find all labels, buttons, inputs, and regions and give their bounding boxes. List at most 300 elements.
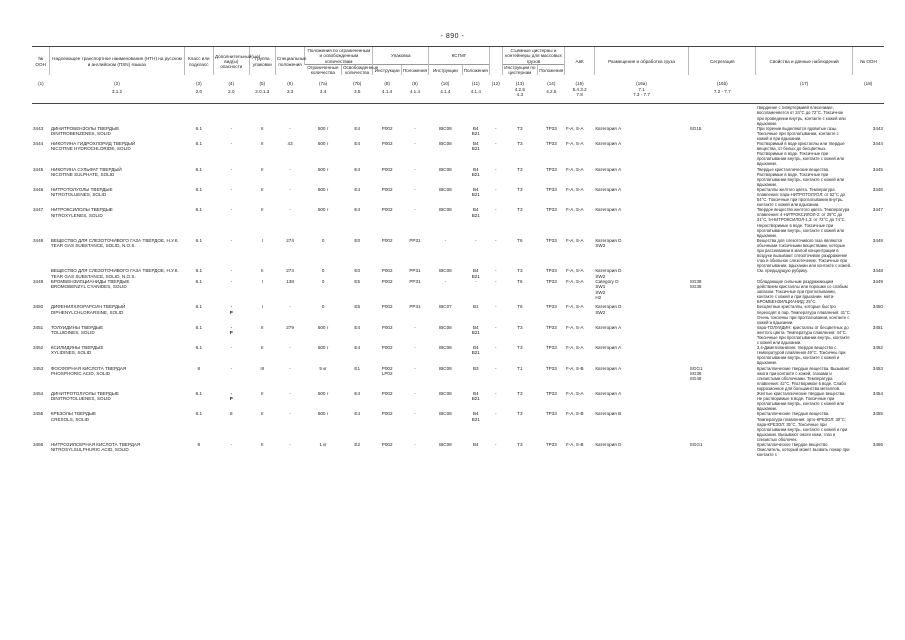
ems-code: F-A, S-A [565,268,584,274]
packing-provision: - [414,125,416,131]
ibc-instruction: IBC08 [438,268,452,274]
column-12: - [494,141,497,147]
column-number: (2) [114,81,120,87]
un-number: 3451 [33,324,44,330]
column-reference: 3.3 [275,87,304,104]
tank-provision: TP33 [545,278,557,284]
table-row [32,167,884,187]
reference-row [32,87,884,104]
header-ems: АвК [565,47,594,76]
class: 6.1 [195,186,202,192]
tank-instruction: T3 [517,186,523,192]
packing-group: I [261,237,263,243]
table-row [32,126,884,141]
un-number-right: 3443 [872,125,883,131]
column-12: - [494,345,497,351]
tank-instruction: T3 [517,345,523,351]
header-tank-provisions: Положения [538,64,565,75]
excepted-quantity: E0 [354,237,361,243]
class: 6.1 [195,391,202,397]
properties: Растворимый в воде кристаллы или твердые вещества, от белых до бесцветных. Растворимые в воде. Токсичные при проглатывании внутрь, контакте с кожей или вдыхании. [756,141,845,167]
packing-instruction: P002 [381,304,393,310]
shipping-name: ВЕЩЕСТВО ДЛЯ СЛЕЗОТОЧИВОГО ГАЗА ТВЕРДОЕ, Н.У.К. TEAR GAS SUBSTANCE, SOLID, N.O.S. [50,268,179,279]
properties: Кристаллические твердые вещества. Температура плавления: орто-КРЕЗОЛ: 30°C; пара-КРЕЗОЛ: 35°C. Токсичные при проглатывании внутрь, контакте с кожей и при вдыхании. Вызывают ожоги кожи, глаз и слизистых оболочек. [756,411,848,442]
properties: твердение с гипертермией плесениаке, воспламеняется от 24°C до 72°C. Токсичное при проведении внутрь, контакте с кожей или вдыхании. [756,105,846,126]
shipping-name: ДИФЕНИЛХЛОРАРСИН ТВЕРДЫЙ DIPHENYLCHLORARSINE, SOLID [50,304,126,315]
column-reference [756,87,853,104]
tank-provision: TP33 [545,141,557,147]
shipping-name: НИТРОЗИЛСЕРНАЯ КИСЛОТА ТВЕРДАЯ NITROSYLSULPHURIC ACID, SOLID [50,441,141,453]
stowage: Категория A [595,207,622,213]
limited-quantity: 0 [321,304,325,310]
column-number: (11) [471,81,480,87]
ibc-provision: B4 B21 [471,186,480,198]
un-number [32,104,50,126]
stowage [594,104,688,126]
un-number-right: 3452 [872,345,883,351]
shipping-name: НИТРОТОЛУОЛЫ ТВЕРДЫЕ NITROTOLUENES, SOLID [50,186,113,198]
packing-group: II [261,391,264,397]
stowage: Категория A [595,186,622,192]
tank-provision: TP33 [545,237,557,243]
column-reference: 2.0 [214,87,250,104]
properties: Кристаллическое твердое вещество. Окислитель, который может вызвать пожар при контакте с [756,441,850,458]
stowage: Категория B [595,411,622,417]
ibc-provision: B1 [472,304,479,310]
shipping-name: НИКОТИНА СУЛЬФАТ ТВЕРДЫЙ NICOTINE SULPHATE, SOLID [50,166,122,177]
excepted-quantity: E4 [354,207,361,213]
subsidiary-risk: - [230,345,233,351]
segregation [689,104,756,126]
un-number: 3443 [33,125,44,131]
properties: См. предыдущую рубрику. [756,268,809,274]
header-segregation: Сегрегация [689,47,756,76]
ibc-instruction: IBC08 [438,141,452,147]
shipping-name: БРОМБЕНЗИЛЦИАНИДЫ ТВЕРДЫЕ BROMOBENZYL CYANIDES, SOLID [50,278,130,290]
limited-quantity: 500 г [317,345,329,351]
properties: Твердые кристаллические вещества. Растворимые в воде. Токсичные при проглатывании внутрь, контакте с кожей или вдыхании. [756,166,845,187]
column-reference: 3.1.2 [50,87,184,104]
column-number-row [32,75,884,86]
packing-instruction [373,104,401,126]
ems-code: F-A, S-B [565,365,584,371]
column-reference: 4.1.4 [429,87,463,104]
packing-provision: - [414,186,416,192]
properties: пара-ТОЛУИДИН: кристаллы от бесцветных до желтого цвета. Температура плавления: 44°C. Токсичные при проглатывании внутрь, контакте с кожей или вдыхании. [756,324,850,346]
un-number-right: 3449 [872,278,883,284]
segregation [689,391,756,411]
ems-code: F-A, S-A [565,237,584,243]
packing-group: II [261,411,264,417]
packing-provision [401,104,428,126]
class: 6.1 [195,345,202,351]
excepted-quantity: E4 [354,411,361,417]
packing-group: I [261,304,263,310]
column-number: (7а) [319,81,328,87]
shipping-name: НИКОТИНА ГИДРОХЛОРИД ТВЕРДЫЙ NICOTINE HYDROCHLORIDE, SOLID [50,141,136,152]
segregation [689,187,756,207]
packing-group: II [261,186,264,192]
packing-group: II [261,207,264,213]
table-row [32,442,884,457]
tank-provision: TP33 [545,345,557,351]
column-12: - [494,391,497,397]
packing-group: II [261,324,264,330]
column-number: (3) [196,81,202,87]
un-number-right: 3445 [872,166,883,172]
ems-code: F-A, S-A [565,166,584,172]
subsidiary-risk: - [230,365,233,371]
table-row [32,207,884,238]
table-body [32,104,884,457]
un-number-right: 3454 [872,391,883,397]
tank-instruction: T3 [517,441,523,447]
segregation [689,304,756,324]
column-number: (18) [864,81,873,87]
ibc-provision: B4 B21 [471,345,480,356]
column-number: (7b) [353,81,362,87]
ems-code: F-A, S-A [565,141,584,147]
special-provisions: - [289,207,291,213]
packing-group [249,104,275,126]
tank-instruction: T3 [517,125,523,131]
properties: Желтые кристаллические твердые вещества. Не растворимые в воде. Токсичные при проглатывании внутрь, контакте с кожей или вдыхании. [756,391,846,412]
un-number [32,268,50,279]
column-number: (17) [800,81,809,87]
properties: Бесцветные кристаллы, которые быстро переходят в пар. Температура плавления: 41°C. Очень токсичны при проглатывании, контакте с кожей и вдыхании. [756,304,851,325]
un-number-right: 3448 [872,237,883,243]
header-name: Надлежащее транспортное наименование (НТН) на русском и английском (ПSN) языках [50,47,184,76]
ibc-instruction: IBC08 [438,345,452,351]
table-row [32,104,884,126]
header-packing-instructions: Инструкции [373,64,401,75]
ems-code: F-A, S-A [565,345,584,351]
ibc-instruction: IBC08 [438,441,452,447]
column-reference: 3.4 [305,87,342,104]
un-number: 3452 [33,345,44,351]
column-reference: 2.0.1.3 [249,87,275,104]
un-number: 3449 [33,278,44,284]
excepted-quantity: E4 [354,125,361,131]
segregation [689,141,756,166]
tank-instruction: T3 [517,166,523,172]
column-reference: 4.2.5 [538,87,565,104]
header-limited-quantities: Ограниченные количества [305,64,342,75]
un-number-right: 3450 [872,304,883,310]
column-12: - [494,125,497,131]
tank-provision: TP33 [545,391,557,397]
properties: При горении выделяются ядовитые газы. Токсичные при проглатывании, контакте с кожей и при вдыхании. [756,125,839,141]
limited-quantity: 500 г [317,186,329,192]
ibc-provision: B3 [472,365,479,371]
header-col-12 [489,47,502,76]
column-12: - [494,186,497,192]
column-number: (8) [384,81,390,87]
special-provisions [275,104,304,126]
subsidiary-risk: 8 [230,411,233,417]
excepted-quantity: E5 [354,278,361,284]
segregation [689,238,756,269]
limited-quantity: 500 г [317,411,329,417]
special-provisions: - [289,166,291,172]
packing-instruction: P002 [381,237,393,243]
limited-quantity [305,104,342,126]
un-number: 3444 [33,141,44,147]
segregation: SG38 SG35 [689,278,702,290]
packing-provision: PP31 [409,278,421,284]
un-number: 3446 [33,186,44,192]
special-provisions: 279 [286,324,294,330]
class: 6.1 [195,278,202,284]
header-properties: Свойства и данные наблюдений [756,47,853,76]
ibc-provision [462,104,489,126]
column-12: - [494,207,497,213]
subsidiary-risk: - P [229,324,233,336]
column-number: (16b) [716,81,728,87]
header-stowage: Размещение и обработка груза [594,47,688,76]
class: 6.1 [195,125,202,131]
ibc-instruction: - [444,237,447,243]
table-row [32,238,884,269]
table-row [32,391,884,411]
column-reference [852,87,884,104]
class: 8 [197,441,201,447]
limited-quantity: 500 г [317,324,329,330]
limited-quantity: 0 [321,268,325,274]
special-provisions: 43 [287,141,293,147]
stowage: Категория A [595,391,622,397]
column-number: (10) [441,81,450,87]
column-number: (4) [228,81,235,87]
ibc-provision: B4 B21 [471,125,480,137]
packing-provision: PP31 [409,237,421,243]
packing-instruction: P002 [381,278,393,284]
header-ibc-instructions: Инструкции [429,64,463,75]
ibc-instruction: IBC08 [438,411,452,417]
tank-provision: TP33 [545,166,557,172]
tank-provision [538,104,565,126]
segregation [689,345,756,365]
un-number-right [852,104,884,126]
packing-provision: PP31 [409,268,421,274]
special-provisions: - [289,441,291,447]
special-provisions: - [289,304,291,310]
subsidiary-risk [214,104,250,126]
ibc-instruction: IBC08 [438,207,452,213]
class: 6.1 [195,268,202,274]
special-provisions: - [289,391,291,397]
packing-group: II [261,125,264,131]
column-reference: 3.5 [341,87,372,104]
excepted-quantity: E2 [354,441,361,447]
column-reference: 7.1 7.3 - 7.7 [594,87,688,104]
tank-provision: TP33 [545,186,557,192]
column-12: - [494,441,497,447]
shipping-name: ДИНИТРОТОЛУОЛЫ ТВЕРДЫЕ DINITROTOLUENES, SOLID [50,391,119,402]
tank-provision: TP33 [545,207,557,213]
column-number: (12) [491,81,500,87]
packing-provision: - [414,411,416,417]
header-subrisk: Дополнительный(ые) вид(ы) опасности [214,47,250,76]
un-number-right: 3453 [872,365,883,371]
header-tank-instructions: Инструкции по цистернам [502,64,538,75]
column-reference [489,87,502,104]
header-packing-provisions: Положения [401,64,428,75]
column-reference: 4.1.4 [462,87,489,104]
ibc-instruction: IBC08 [438,324,452,330]
tank-instruction: T1 [517,365,523,371]
properties: Твердое вещество желтого цвета. Температура плавления: 4-НИТРОКСИЛОЛ-2: от 29°C до 31°C. 5-НИТРОКСИЛОЛ-1,3: от 72°C до 74°C. Нерастворимые в воде. Токсичные при проглатывании внутрь, контакте с кожей или вдыхании. [756,207,850,238]
column-12: - [494,166,497,172]
excepted-quantity: E4 [354,345,361,351]
packing-provision: PP31 [409,304,421,310]
excepted-quantity: E4 [354,186,361,192]
limited-quantity: 500 г [317,207,329,213]
column-12: - [494,268,497,274]
un-number-right: 3448 [872,268,883,274]
packing-group: II [261,141,264,147]
subsidiary-risk: - [230,186,233,192]
ems-code: F-A, S-A [565,324,584,330]
packing-instruction: P002 [381,441,393,447]
stowage: Категория A [595,141,622,147]
tank-instruction [502,104,538,126]
excepted-quantity [341,104,372,126]
ems-code: F-A, S-A [565,391,584,397]
stowage: Категория D SW2 [595,304,622,315]
packing-group: II [261,268,264,274]
column-number: (15) [575,81,584,87]
segregation [689,167,756,187]
subsidiary-risk: - P [229,391,233,402]
ibc-provision: B4 B21 [471,141,480,152]
packing-provision: - [414,141,416,147]
un-number: 3454 [33,391,44,397]
properties: Кристаллы желтого цвета. Температура плавления: пара-НИТРОТОЛУОЛ: от 52°C до 54°C. Токсичные при проглатывании внутрь, контакте с кожей или вдыхании. [756,186,846,208]
segregation [689,268,756,279]
class: 6.1 [195,207,202,213]
column-reference: 2.0 [184,87,213,104]
segregation: SGG1 [689,441,703,447]
special-provisions: - [289,345,291,351]
ems-code: F-A, S-B [565,441,584,447]
stowage: Категория A [595,324,622,330]
packing-provision: - [414,345,416,351]
subsidiary-risk: - [230,268,233,274]
tank-instruction: T6 [517,237,523,243]
column-number: (6) [287,81,293,87]
tank-provision: TP33 [545,411,557,417]
stowage: Категория A [595,166,622,172]
limited-quantity: 0 [321,278,325,284]
tank-provision: TP33 [545,304,557,310]
ibc-provision: B4 B21 [471,268,480,279]
shipping-name: КРЕЗОЛЫ ТВЕРДЫЕ CRESOLS, SOLID [50,411,97,422]
packing-group: II [261,441,264,447]
column-number: (1) [38,81,44,87]
column-number: (5) [259,81,266,87]
ibc-provision: B4 [472,441,479,447]
tank-instruction: T3 [517,391,523,397]
un-number-right: 3446 [872,186,883,192]
column-number: (13) [515,81,524,87]
packing-instruction: P002 [381,207,393,213]
packing-instruction: P002 [381,125,393,131]
packing-provision: - [414,166,416,172]
class: 6.1 [195,304,202,310]
header-ibc: КСГМГ [429,47,490,65]
header-packing-group: Группа упаковки [249,47,275,76]
column-12 [489,104,502,126]
stowage: Категория A [595,365,622,371]
excepted-quantity: E4 [354,166,361,172]
column-reference [32,87,50,104]
header-un-right: № ООН [852,47,884,76]
column-reference: 5.4.3.2 7.8 [565,87,594,104]
table-row [32,268,884,279]
segregation: SG15 [689,125,702,131]
limited-quantity: 500 г [317,141,329,147]
ibc-instruction: - [444,278,447,284]
subsidiary-risk: - [230,207,233,213]
stowage: Категория A [595,125,622,131]
dangerous-goods-table [32,46,884,457]
stowage: Категория D [595,441,622,447]
ems-code: F-A, S-A [565,278,584,284]
ems-code: F-A, S-A [565,304,584,310]
header-class: Класс или подкласс [184,47,213,76]
table-row [32,304,884,324]
subsidiary-risk: - [230,125,233,131]
excepted-quantity: E1 [354,365,361,371]
shipping-name: ВЕЩЕСТВО ДЛЯ СЛЕЗОТОЧИВОГО ГАЗА ТВЕРДОЕ, Н.У.К. TEAR GAS SUBSTANCE, SOLID, N.O.S. [50,237,179,249]
tank-instruction: T3 [517,268,523,274]
header-special-provisions: Специальные положения [275,47,304,76]
tank-provision: TP33 [545,268,557,274]
un-number-right: 3444 [872,141,883,147]
subsidiary-risk: - P [229,304,233,315]
class: 8 [197,365,201,371]
packing-group: I [261,278,263,284]
packing-provision: - [414,324,416,330]
properties: 3,4-Диметиланилин: твердое вещество с температурой плавления 49°C. Токсичны при проглатывании внутрь, контакте с кожей и вдыхании. [756,345,846,366]
packing-instruction: P002 [381,166,393,172]
segregation [689,325,756,345]
packing-provision: - [414,441,416,447]
ibc-provision: - [475,237,477,243]
excepted-quantity: E0 [354,268,361,274]
ibc-provision: B4 B21 [471,166,480,177]
table-row [32,279,884,304]
tank-instruction: T3 [517,207,523,213]
limited-quantity: 500 г [317,166,329,172]
tank-instruction: T3 [517,141,523,147]
segregation [689,411,756,442]
special-provisions: - [289,411,291,417]
header-tanks: Съемные цистерны и контейнеры для массовых грузов [502,47,565,65]
stowage: Категория A [595,345,622,351]
segregation: SGG1 SG36 SG49 [689,365,703,382]
column-reference: 7.2 - 7.7 [689,87,756,104]
ibc-instruction: IBC07 [438,304,452,310]
column-number: (16a) [636,81,647,87]
packing-instruction: P002 [381,345,393,351]
subsidiary-risk: - [230,278,233,284]
limited-quantity: 1 кг [319,441,327,447]
un-number: 3455 [33,411,44,417]
ibc-provision: B4 B21 [471,207,480,218]
limited-quantity: 5 кг [319,365,327,371]
